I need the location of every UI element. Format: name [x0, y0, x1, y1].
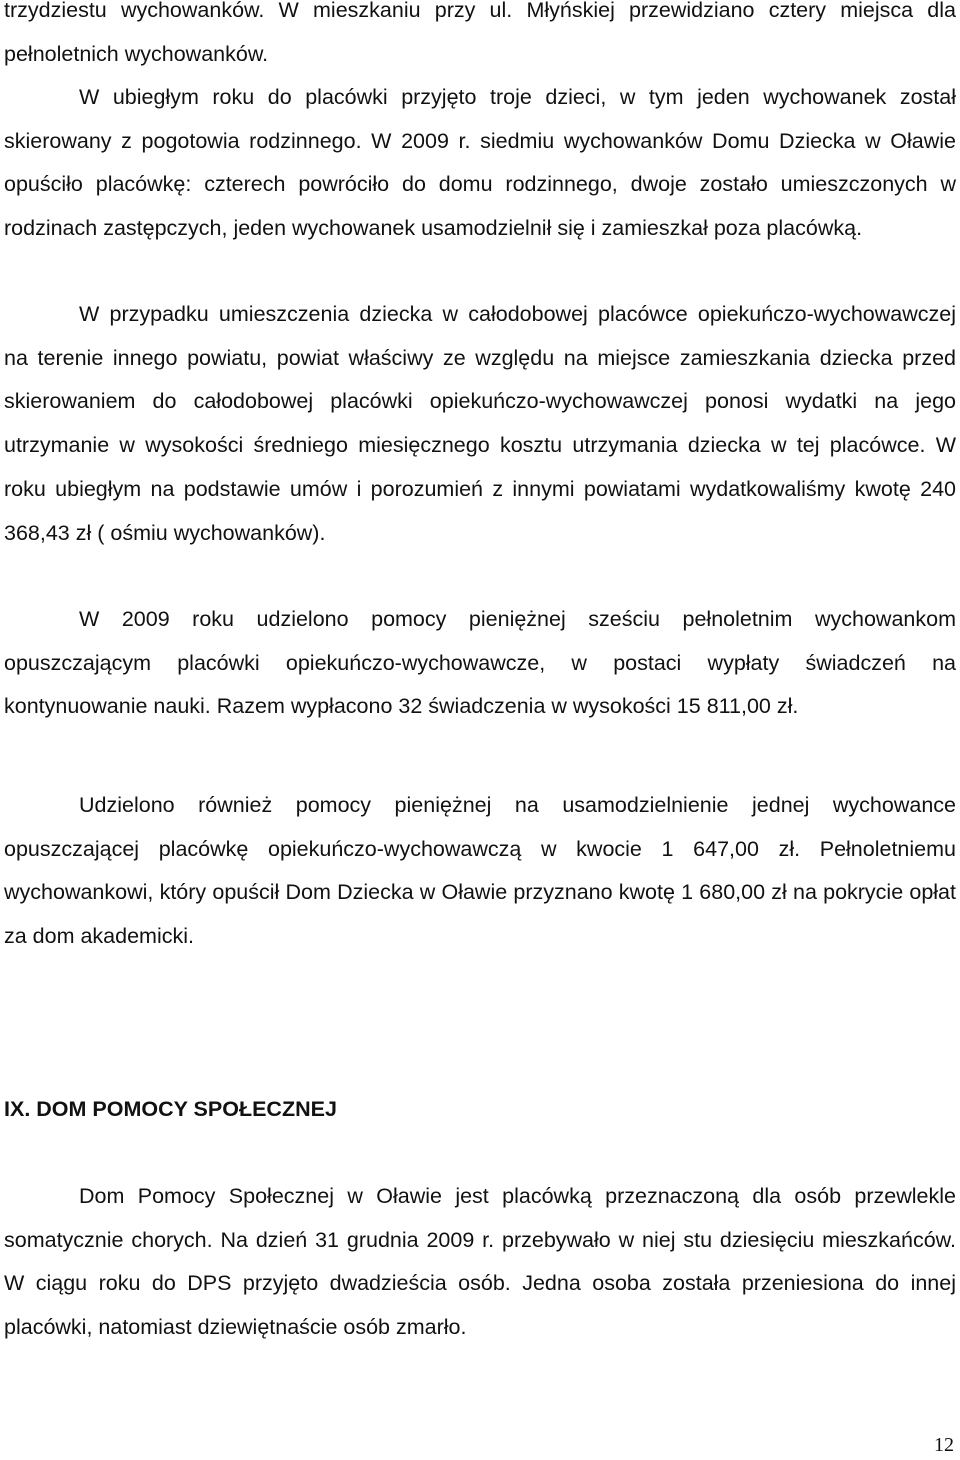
paragraph-other-county: W przypadku umieszczenia dziecka w całodobowej placówce opiekuńczo-wychowawczej na terenie innego powiatu, powiat właściwy ze względu na miejsce zamieszkania dziecka przed skierowaniem do całodobowej placówki opiekuńczo-wychowawczej ponosi wydatki na jego utrzymanie w wysokości średniego miesięcznego kosztu utrzymania dziecka w tej placówce. W roku ubiegłym na podstawie umów i porozumień z innymi powiatami wydatkowaliśmy kwotę 240 368,43 zł ( ośmiu wychowanków).: [4, 302, 956, 545]
paragraph-financial-aid: W 2009 roku udzielono pomocy pieniężnej sześciu pełnoletnim wychowankom opuszczającym placówki opiekuńczo-wychowawcze, w postaci wypłaty świadczeń na kontynuowanie nauki. Razem wypłacono 32 świadczenia w wysokości 15 811,00 zł.: [4, 607, 956, 719]
paragraph-continuation: trzydziestu wychowanków. W mieszkaniu przy ul. Młyńskiej przewidziano cztery miejsca dla pełnoletnich wychowanków.: [4, 0, 956, 66]
section-heading: IX. DOM POMOCY SPOŁECZNEJ: [4, 1097, 337, 1121]
paragraph-independence-aid: Udzielono również pomocy pieniężnej na usamodzielnienie jednej wychowance opuszczającej placówkę opiekuńczo-wychowawczą w kwocie 1 647,00 zł. Pełnoletniemu wychowankowi, który opuścił Dom Dziecka w Oławie przyznano kwotę 1 680,00 zł na pokrycie opłat za dom akademicki.: [4, 793, 956, 949]
page-number: 12: [934, 1434, 954, 1456]
paragraph-admissions: W ubiegłym roku do placówki przyjęto troje dzieci, w tym jeden wychowanek został skierowany z pogotowia rodzinnego. W 2009 r. siedmiu wychowanków Domu Dziecka w Oławie opuściło placówkę: czterech powróciło do domu rodzinnego, dwoje zostało umieszczonych w rodzinach zastępczych, jeden wychowanek usamodzielnił się i zamieszkał poza placówką.: [4, 85, 956, 241]
paragraph-care-home: Dom Pomocy Społecznej w Oławie jest placówką przeznaczoną dla osób przewlekle somatycznie chorych. Na dzień 31 grudnia 2009 r. przebywało w niej stu dziesięciu mieszkańców. W ciągu roku do DPS przyjęto dwadzieścia osób. Jedna osoba została przeniesiona do innej placówki, natomiast dziewiętnaście osób zmarło.: [4, 1184, 956, 1340]
